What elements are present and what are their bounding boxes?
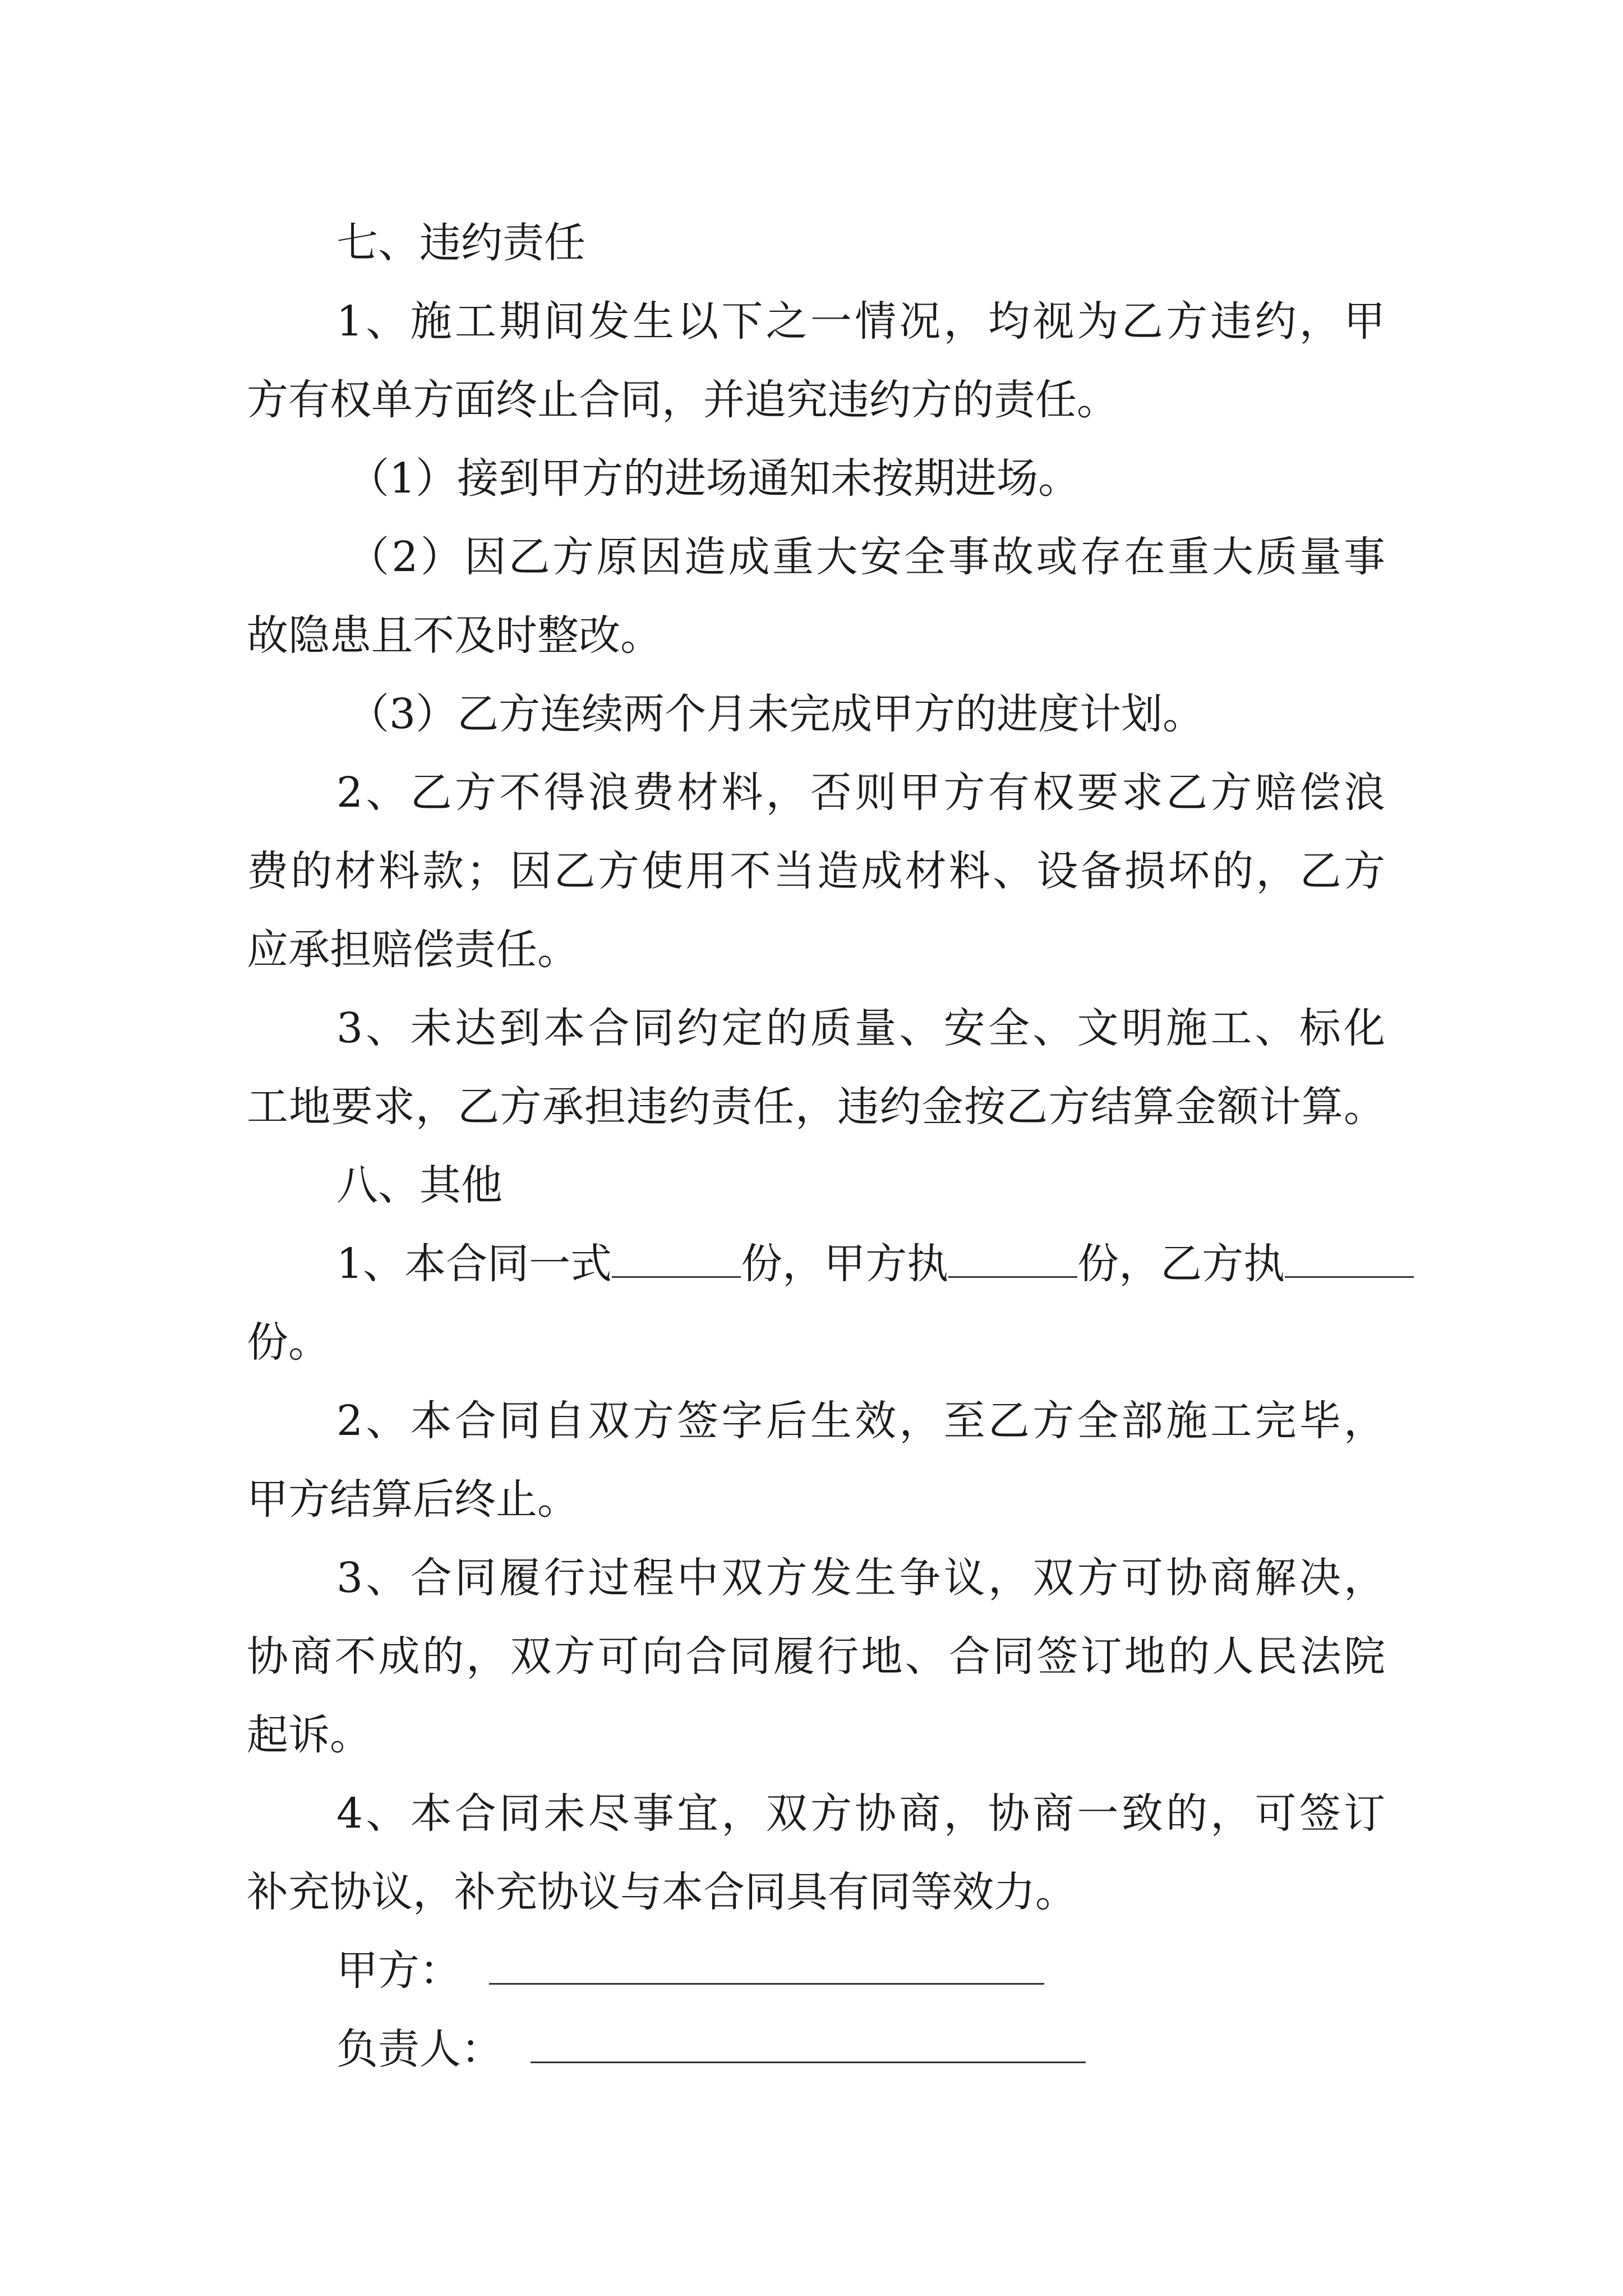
copies-total-label: 1、本合同一式 <box>336 1240 612 1288</box>
s7-item3-line1: 3、未达到本合同约定的质量、安全、文明施工、标化 <box>336 1004 1385 1052</box>
s7-sub1: （1）接到甲方的进场通知未按期进场。 <box>348 454 1080 503</box>
responsible-label: 负责人： <box>336 2025 502 2073</box>
party-a-copies-blank[interactable] <box>948 1235 1077 1278</box>
party-a-signature-blank[interactable] <box>489 1941 1044 1985</box>
section-7-heading: 七、违约责任 <box>336 219 585 267</box>
s8-item4-line1: 4、本合同未尽事宜，双方协商，协商一致的，可签订 <box>336 1789 1385 1838</box>
s7-item2-line2: 费的材料款；因乙方使用不当造成材料、设备损坏的，乙方 <box>247 847 1385 895</box>
section-8-heading: 八、其他 <box>336 1161 502 1209</box>
party-a-copies-label: 份，甲方执 <box>741 1240 949 1288</box>
s7-item3-line2: 工地要求，乙方承担违约责任，违约金按乙方结算金额计算。 <box>247 1083 1385 1131</box>
s8-item1-line2: 份。 <box>247 1318 330 1366</box>
s8-item4-line2: 补充协议，补充协议与本合同具有同等效力。 <box>247 1868 1077 1916</box>
s7-sub2-line2: 故隐患且不及时整改。 <box>247 611 662 660</box>
s8-item1-line1 <box>336 1233 1385 1295</box>
party-b-copies-label: 份，乙方执 <box>1077 1240 1285 1288</box>
party-a-label: 甲方： <box>336 1947 461 1995</box>
party-a-signature-line <box>336 1940 1044 2001</box>
s7-sub3: （3）乙方连续两个月未完成甲方的进度计划。 <box>348 690 1205 738</box>
copies-total-blank[interactable] <box>612 1235 741 1278</box>
s8-item3-line1: 3、合同履行过程中双方发生争议，双方可协商解决， <box>336 1554 1385 1602</box>
party-b-copies-blank[interactable] <box>1285 1235 1414 1278</box>
s7-item2-line3: 应承担赔偿责任。 <box>247 926 579 974</box>
s8-item3-line3: 起诉。 <box>247 1711 371 1759</box>
s8-item2-line2: 甲方结算后终止。 <box>247 1475 579 1524</box>
s8-item2-line1: 2、本合同自双方签字后生效，至乙方全部施工完毕， <box>336 1397 1385 1445</box>
responsible-signature-line <box>336 2018 1086 2080</box>
s8-item3-line2: 协商不成的，双方可向合同履行地、合同签订地的人民法院 <box>247 1632 1385 1681</box>
responsible-signature-blank[interactable] <box>531 2020 1086 2063</box>
s7-item1-line2: 方有权单方面终止合同，并追究违约方的责任。 <box>247 376 1118 424</box>
s7-item1-line1: 1、施工期间发生以下之一情况，均视为乙方违约，甲 <box>336 297 1385 346</box>
s7-item2-line1: 2、乙方不得浪费材料，否则甲方有权要求乙方赔偿浪 <box>336 769 1385 817</box>
s7-sub2-line1: （2）因乙方原因造成重大安全事故或存在重大质量事 <box>348 533 1385 581</box>
